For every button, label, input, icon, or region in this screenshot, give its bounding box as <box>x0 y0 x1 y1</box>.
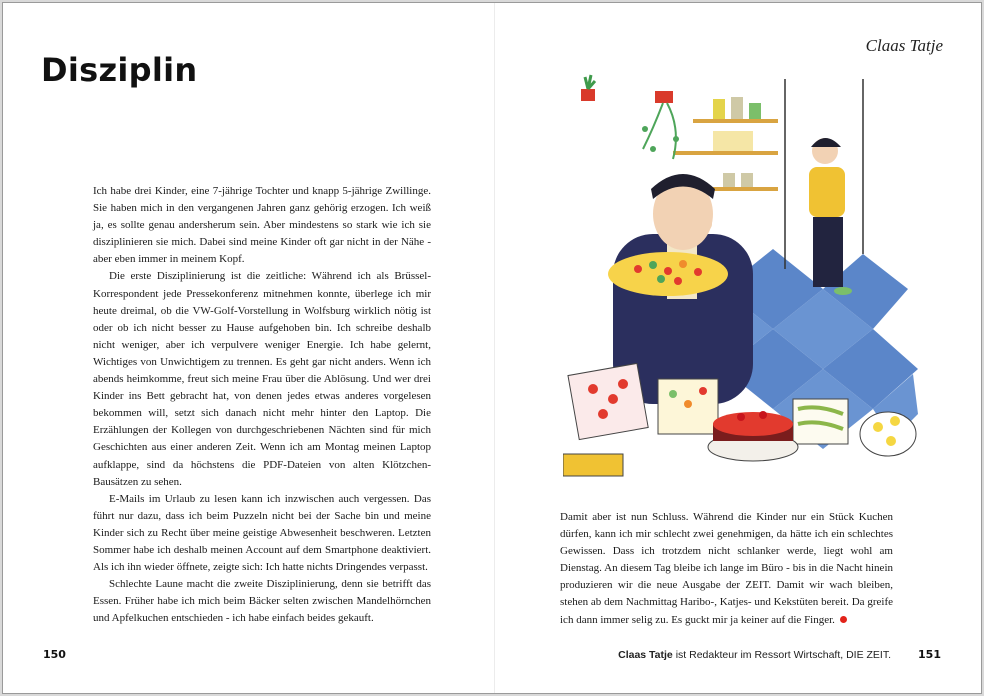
jar-icon <box>713 99 725 119</box>
page-number-left: 150 <box>43 648 66 661</box>
end-mark-icon <box>840 616 847 623</box>
paragraph: Ich habe drei Kinder, eine 7-jährige Tochter und knapp 5-jährige Zwillinge. Sie haben mich in den vergangenen Jahren ganz gehörig erzogen. Ich weiß ja, es sollte genau andersherum sein. Aber mindestens so stark wie ich sie disziplinieren sie mich. Dabei sind meine Kinder oft gar nicht in der Nähe - aber eben immer in meinem Kopf. <box>93 185 431 266</box>
shelf <box>673 151 778 155</box>
book-spread <box>2 2 982 694</box>
man-eating-sweets-illustration <box>563 69 923 489</box>
footer-author: Claas Tatje <box>618 649 673 661</box>
paragraph: Die erste Disziplinierung ist die zeitliche: Während ich als Brüssel-Korrespondent jede Pressekonferenz mitnehmen konnte, überlege ich mir heute dreimal, ob die VW-Golf-Vorstellung in Wolfsburg wirklich nötig ist oder ob ich nicht besser zu Hause aufgehoben bin. Ich schreibe deshalb nicht weniger, aber ich verpulvere weniger Energie. Ich habe gelernt, Wichtiges von Unwichtigem zu trennen. Es geht gar nicht anders. Wenn ich abends heimkomme, freut sich meine Frau über die Ablösung. Und wer drei Kinder ins Bett gebracht hat, von denen jedes etwas anderes vorgelesen bekommen will, setzt sich danach nicht mehr hinter den Laptop. Die Erzählungen der Kollegen von durchgeschriebenen Nächten sind für mich Geschichten aus einer anderen Zeit. Wenn ich am Montag meinen Laptop aufklappe, sind da höchstens die PDF-Dateien von alten Klötzchen-Bausätzen zu sehen. <box>93 270 431 488</box>
author-header: Claas Tatje <box>865 36 943 55</box>
hanging-plant-icon <box>642 91 679 159</box>
cake-icon <box>708 411 798 461</box>
sweets-bowl <box>608 252 728 296</box>
footer-role: ist Redakteur im Ressort Wirtschaft, DIE ZEIT. <box>672 649 891 661</box>
footer-credit <box>618 649 891 661</box>
plant-icon <box>581 75 595 101</box>
shelf <box>693 119 778 123</box>
plate-icon <box>860 412 916 456</box>
jar-icon <box>713 131 753 151</box>
article-title: Disziplin <box>41 51 198 89</box>
paragraph: E-Mails im Urlaub zu lesen kann ich inzwischen auch vergessen. Das führt nur dazu, dass ich beim Puzzeln nicht bei der Sache bin und meine Kinder sich zu Recht über meine geistige Abwesenheit beschweren. Letzten Sommer habe ich deshalb meinen Account auf dem Smartphone deaktiviert. Als ich ihn wieder öffnete, zeigte sich: Ich hatte nichts Dringendes verpasst. <box>93 492 431 574</box>
paragraph <box>560 509 893 629</box>
page-number-right: 151 <box>918 648 941 661</box>
jar-icon <box>731 97 743 119</box>
right-text-column <box>560 509 893 629</box>
jar-icon <box>741 173 753 187</box>
jar-icon <box>723 173 735 187</box>
paragraph: Schlechte Laune macht die zweite Disziplinierung, denn sie betrifft das Essen. Früher habe ich mich beim Bäcker selten zwischen Mandelhörnchen und Apfelkuchen entschieden - ich habe einfach beides gekauft. <box>93 578 431 625</box>
paragraph-text: Damit aber ist nun Schluss. Während die Kinder nur ein Stück Kuchen dürfen, kann ich mir schlecht zwei genehmigen, da hätte ich ein schlechtes Gewissen. Dass ich trotzdem nicht schlanker werde, liegt wohl am Dienstag. An diesem Tag bleibe ich lange im Büro - bis in die Nacht hinein produzieren wir die neue Ausgabe der ZEIT. Damit wir wach bleiben, stehen ab dem Nachmittag Haribo-, Katjes- und Kekstüten bereit. Da greife ich dann immer selig zu. Es guckt mir ja keiner auf die Finger. <box>560 511 893 626</box>
jar-icon <box>749 103 761 119</box>
left-text-column <box>93 183 431 627</box>
gutter <box>494 3 495 693</box>
box-icon <box>563 454 623 476</box>
